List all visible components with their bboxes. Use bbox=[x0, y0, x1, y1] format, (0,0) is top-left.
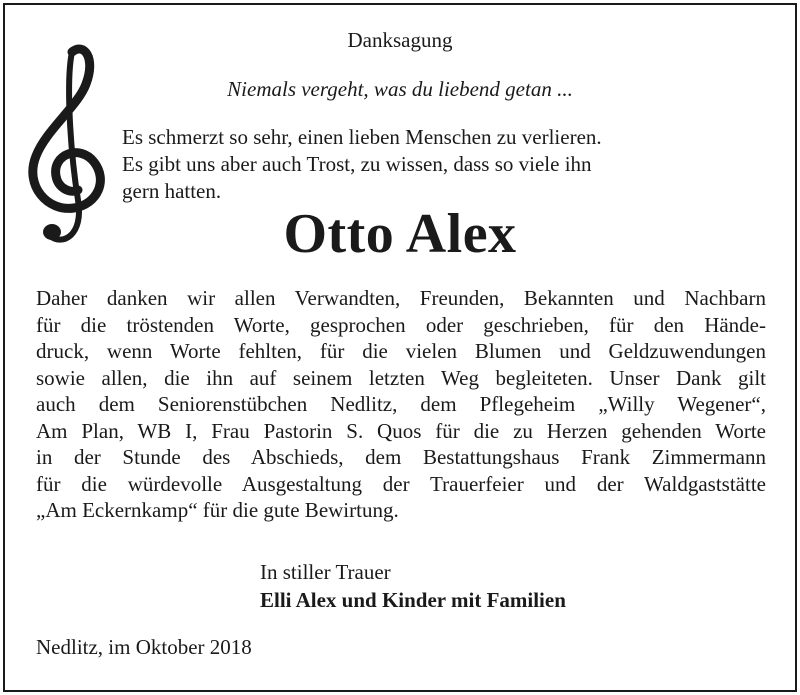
thanks-line: auch dem Seniorenstübchen Nedlitz, dem Pflegeheim „Willy Wegener“, bbox=[36, 392, 766, 416]
thanks-text bbox=[36, 285, 766, 524]
thanks-line: sowie allen, die ihn auf seinem letzten Weg begleiteten. Unser Dank gilt bbox=[36, 365, 766, 390]
thanks-line: Daher danken wir allen Verwandten, Freunden, Bekannten und Nachbarn bbox=[36, 286, 766, 310]
thanks-line: für die würdevolle Ausgestaltung der Trauerfeier und der Waldgaststätte bbox=[36, 471, 766, 496]
thanks-line: in der Stunde des Abschieds, dem Bestattungshaus Frank Zimmermann bbox=[36, 445, 766, 469]
thanks-line: für die tröstenden Worte, gesprochen oder geschrieben, für den Hände- bbox=[36, 312, 766, 337]
signature-intro: In stiller Trauer bbox=[260, 560, 391, 584]
notice-motto: Niemals vergeht, was du liebend getan ... bbox=[227, 77, 573, 101]
intro-line: Es gibt uns aber auch Trost, zu wissen, dass so viele ihn bbox=[122, 152, 592, 176]
deceased-name: Otto Alex bbox=[283, 203, 517, 265]
notice-heading: Danksagung bbox=[347, 28, 453, 52]
intro-line: gern hatten. bbox=[122, 179, 222, 203]
intro-text bbox=[122, 124, 762, 205]
thanks-line: druck, wenn Worte fehlten, für die vielen Blumen und Geldzuwendungen bbox=[36, 339, 766, 363]
thanks-line: „Am Eckernkamp“ für die gute Bewirtung. bbox=[36, 498, 399, 522]
place-date: Nedlitz, im Oktober 2018 bbox=[36, 635, 252, 659]
intro-line: Es schmerzt so sehr, einen lieben Menschen zu verlieren. bbox=[122, 125, 602, 149]
thanks-line: Am Plan, WB I, Frau Pastorin S. Quos für die zu Herzen gehenden Worte bbox=[36, 418, 766, 443]
signature-names: Elli Alex und Kinder mit Familien bbox=[260, 588, 566, 612]
